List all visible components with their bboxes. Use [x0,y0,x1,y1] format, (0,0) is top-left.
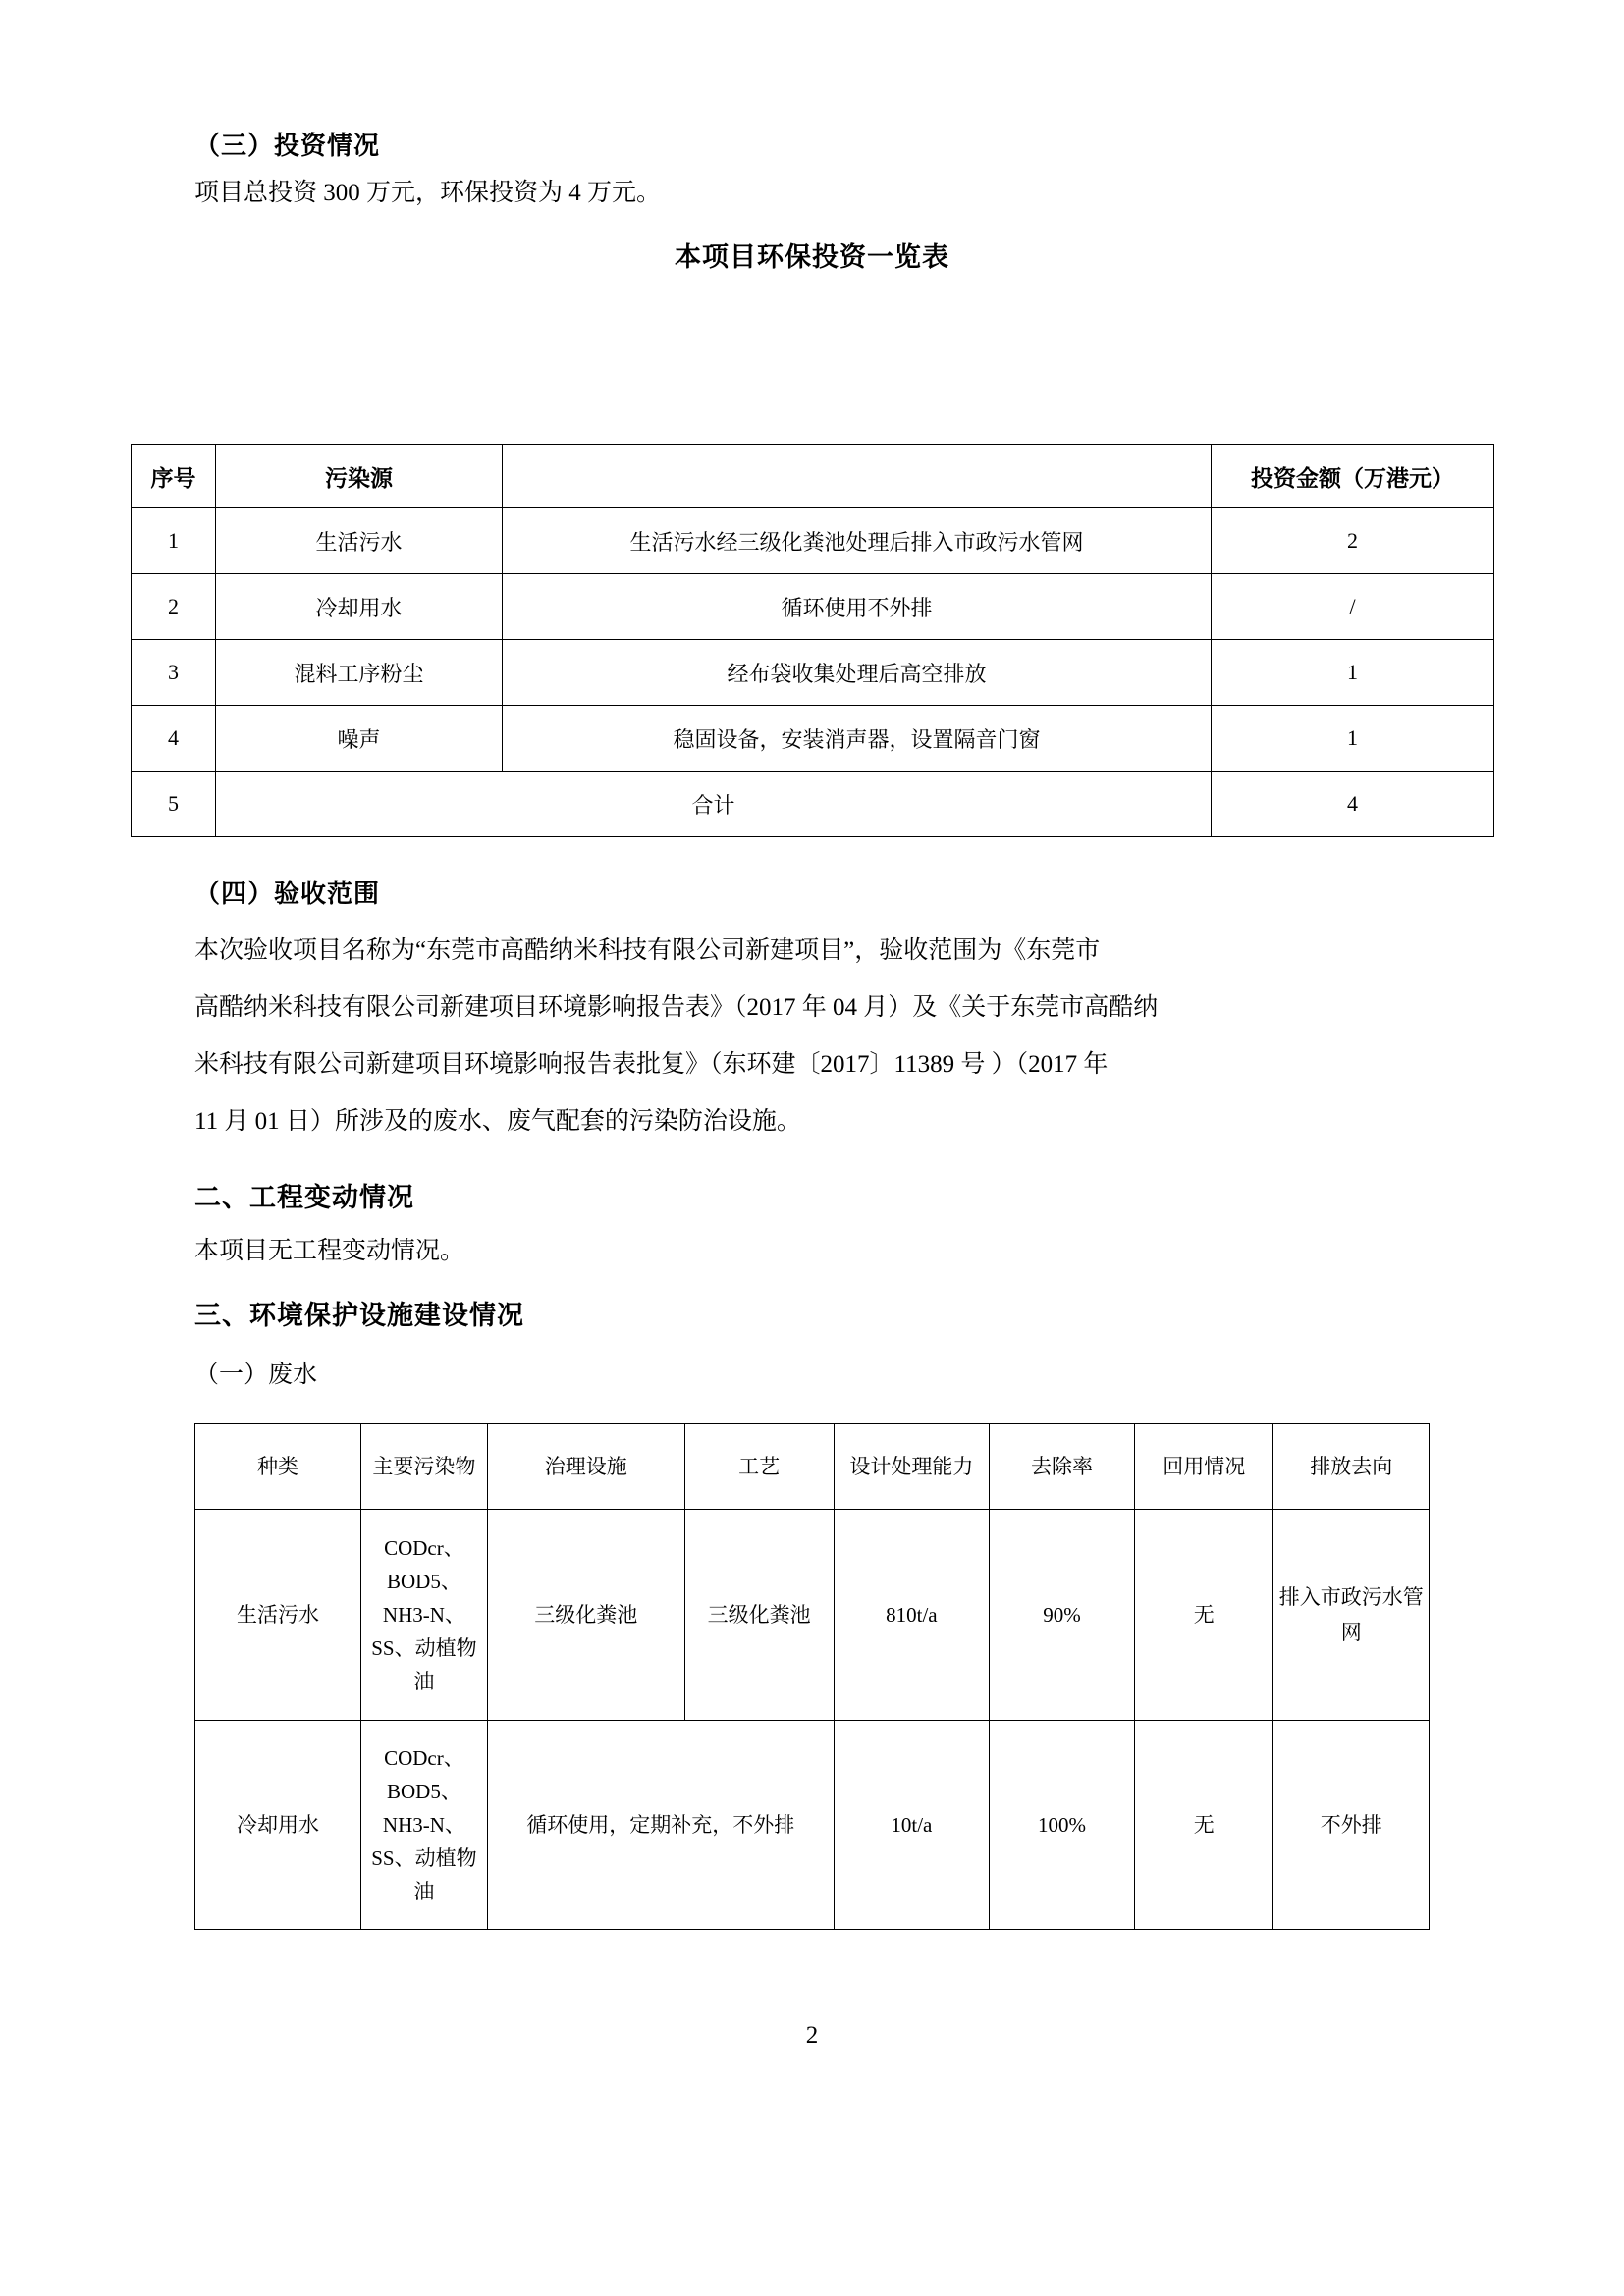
wastewater-table-block [194,1423,1430,1930]
facilities-subheading-block [194,1347,317,1404]
cell-source: 噪声 [216,706,503,772]
column-header-removal: 去除率 [990,1424,1135,1510]
cell-capacity: 10t/a [834,1721,989,1930]
change-section-heading: 二、工程变动情况 [194,1183,414,1213]
wastewater-table [194,1423,1430,1930]
investment-table-title: 本项目环保投资一览表 [675,242,949,273]
cell-pollutants: CODcr、BOD5、NH3-N、SS、动植物油 [361,1721,488,1930]
scope-paragraph-line-3: 米科技有限公司新建项目环境影响报告表批复》（东环建〔2017〕11389 号 ）（2017 年 [194,1051,1109,1078]
column-header-capacity: 设计处理能力 [834,1424,989,1510]
change-section-heading-block [194,1176,414,1214]
table-row [132,640,1494,706]
column-header-process: 工艺 [684,1424,834,1510]
cell-amount: 1 [1212,706,1494,772]
cell-removal: 100% [990,1721,1135,1930]
cell-measure: 循环使用不外排 [503,574,1212,640]
column-header-no: 序号 [132,445,216,508]
scope-paragraph-line-1: 本次验收项目名称为“东莞市高酷纳米科技有限公司新建项目”，验收范围为《东莞市 [194,937,1101,964]
facilities-subheading: （一）废水 [194,1362,318,1388]
column-header-reuse: 回用情况 [1134,1424,1273,1510]
cell-amount: / [1212,574,1494,640]
scope-paragraph-block [194,923,1434,1150]
column-header-amount: 投资金额（万港元） [1212,445,1494,508]
cell-capacity: 810t/a [834,1510,989,1721]
investment-table-block [131,444,1494,837]
investment-section-heading-block [194,126,380,162]
investment-table-title-block [131,236,1493,274]
table-row [132,574,1494,640]
cell-source: 冷却用水 [216,574,503,640]
cell-category: 冷却用水 [195,1721,361,1930]
change-paragraph: 本项目无工程变动情况。 [194,1238,465,1264]
cell-source: 混料工序粉尘 [216,640,503,706]
cell-measure: 经布袋收集处理后高空排放 [503,640,1212,706]
column-header-discharge: 排放去向 [1273,1424,1430,1510]
cell-process: 三级化粪池 [684,1510,834,1721]
cell-no: 3 [132,640,216,706]
investment-paragraph: 项目总投资 300 万元，环保投资为 4 万元。 [194,180,662,206]
scope-paragraph-line-2: 高酷纳米科技有限公司新建项目环境影响报告表》（2017 年 04 月）及《关于东莞市高酷纳 [194,994,1159,1021]
change-paragraph-block [194,1223,464,1280]
cell-removal: 90% [990,1510,1135,1721]
cell-discharge: 不外排 [1273,1721,1430,1930]
cell-total-label: 合计 [216,772,1212,837]
facilities-section-heading-block [194,1294,524,1332]
column-header-pollutants: 主要污染物 [361,1424,488,1510]
investment-section-heading: （三）投资情况 [194,132,381,161]
column-header-measure [503,445,1212,508]
column-header-category: 种类 [195,1424,361,1510]
cell-no: 1 [132,508,216,574]
scope-section-heading: （四）验收范围 [194,880,381,909]
scope-section-heading-block [194,874,380,910]
column-header-facility: 治理设施 [487,1424,684,1510]
cell-amount: 1 [1212,640,1494,706]
table-row [132,508,1494,574]
cell-discharge: 排入市政污水管网 [1273,1510,1430,1721]
investment-table [131,444,1494,837]
page-number: 2 [805,2022,819,2049]
scope-paragraph-line-4: 11 月 01 日）所涉及的废水、废气配套的污染防治设施。 [194,1108,801,1135]
table-row [132,706,1494,772]
cell-no: 5 [132,772,216,837]
cell-facility: 三级化粪池 [487,1510,684,1721]
column-header-source: 污染源 [216,445,503,508]
table-row [195,1510,1430,1721]
cell-amount: 2 [1212,508,1494,574]
cell-reuse: 无 [1134,1721,1273,1930]
facilities-section-heading: 三、环境保护设施建设情况 [194,1301,524,1331]
investment-paragraph-block [194,165,1432,222]
cell-facility: 循环使用，定期补充，不外排 [487,1721,834,1930]
cell-amount: 4 [1212,772,1494,837]
table-row [195,1721,1430,1930]
cell-measure: 生活污水经三级化粪池处理后排入市政污水管网 [503,508,1212,574]
cell-pollutants: CODcr、BOD5、NH3-N、SS、动植物油 [361,1510,488,1721]
cell-measure: 稳固设备，安装消声器，设置隔音门窗 [503,706,1212,772]
table-header-row [195,1424,1430,1510]
cell-no: 2 [132,574,216,640]
cell-category: 生活污水 [195,1510,361,1721]
table-row-total [132,772,1494,837]
cell-reuse: 无 [1134,1510,1273,1721]
cell-no: 4 [132,706,216,772]
table-header-row [132,445,1494,508]
cell-source: 生活污水 [216,508,503,574]
